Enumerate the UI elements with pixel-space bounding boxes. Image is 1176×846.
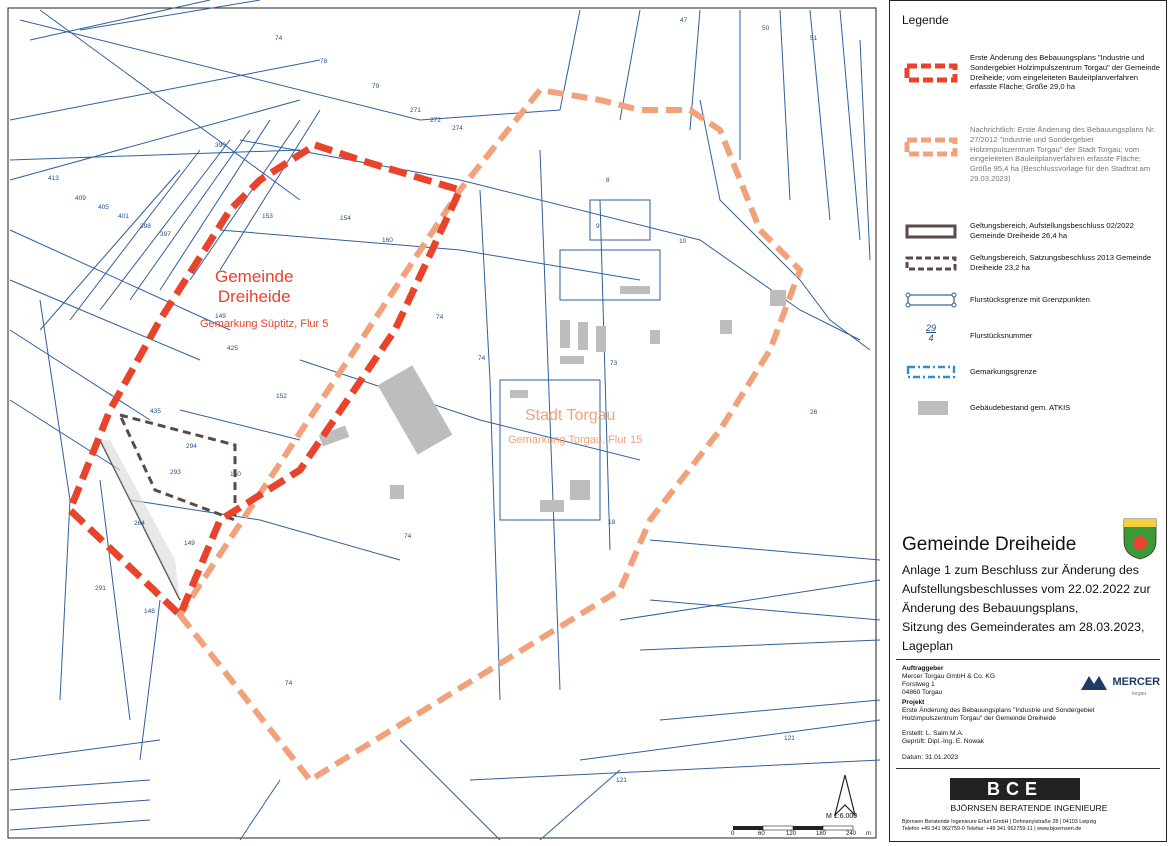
legend-item-2022 [900,221,1160,247]
legend-text-gebaeude: Gebäudebestand gem. ATKIS [970,403,1071,412]
svg-text:153: 153 [262,213,273,220]
projekt-block [902,699,1142,723]
svg-text:405: 405 [98,204,109,211]
footer [902,819,1162,833]
legend-title: Legende [902,13,949,27]
label-gemarkung-torgau: Gemarkung Torgau, Flur 15 [508,434,643,446]
svg-text:264: 264 [134,520,145,527]
svg-text:397: 397 [160,231,171,238]
red-dashed-symbol [904,63,958,83]
erstellt-text: Erstellt: L. Salm M.A. [902,730,964,737]
svg-text:390: 390 [215,142,226,149]
svg-text:78: 78 [320,58,328,65]
legend-item-dreiheide [900,53,1160,113]
mercer-logo-icon [1080,673,1108,691]
mercer-logo-sub: torgau [1132,691,1147,698]
legend-item-gemarkungsgrenze [900,363,1160,381]
scale-bar [733,826,853,830]
subtitle-line-3: Änderung des Bebauungsplans, [902,601,1079,615]
legend-text-flurstuecksgrenze: Flurstücksgrenze mit Grenzpunkten [970,295,1090,304]
svg-text:9: 9 [596,223,600,230]
svg-text:274: 274 [452,125,463,132]
svg-text:271: 271 [410,107,421,114]
svg-text:398: 398 [140,223,151,230]
label-gemarkung-suptitz: Gemarkung Süptitz, Flur 5 [200,318,329,330]
bce-logo: BCE [950,778,1080,800]
svg-text:425: 425 [227,345,238,352]
svg-text:50: 50 [762,25,770,32]
subtitle-line-5: Lageplan [902,639,953,653]
scale-tick-60: 60 [758,831,765,837]
svg-text:26: 26 [810,409,818,416]
legend-panel [889,0,1167,842]
legend-text-flurstuecksnummer: Flurstücksnummer [970,331,1033,340]
mercer-logo-text: MERCER [1112,676,1161,688]
scale-tick-0: 0 [731,831,735,837]
svg-text:18: 18 [608,519,616,526]
geprueft-text: Geprüft: Dipl.-Ing. E. Nowak [902,738,985,745]
subtitle-line-2: Aufstellungsbeschlusses vom 22.02.2022 zur [902,582,1151,596]
footer-line-1: Björnsen Beratende Ingenieure Erfurt GmbH | Dohnanyistraße 28 | 04103 Leipzig [902,819,1097,825]
svg-text:152: 152 [276,393,287,400]
legend-main-title: Gemeinde Dreiheide [902,534,1077,555]
svg-text:291: 291 [95,585,106,592]
legend-text-2013: Geltungsbereich, Satzungsbeschluss 2013 Gemeinde Dreiheide 23,2 ha [970,253,1152,272]
legend-text-gemarkungsgrenze: Gemarkungsgrenze [970,367,1037,376]
legend-subtitle [902,561,1162,656]
svg-text:74: 74 [275,35,283,42]
legend-item-flurstuecksnummer [900,323,1160,349]
svg-text:272: 272 [430,117,441,124]
svg-text:409: 409 [75,195,86,202]
divider [896,659,1160,660]
svg-text:294: 294 [186,443,197,450]
erstellt-block [902,730,1142,746]
svg-text:73: 73 [610,360,618,367]
legend-item-gebaeude [900,399,1160,417]
label-gemeinde-line2: Dreiheide [217,287,291,306]
svg-text:121: 121 [616,777,627,784]
svg-text:401: 401 [118,213,129,220]
legend-text-2022: Geltungsbereich, Aufstellungsbeschluss 02/2022 Gemeinde Dreiheide 26,4 ha [970,221,1134,240]
subtitle-line-1: Anlage 1 zum Beschluss zur Änderung des [902,563,1139,577]
parcel-number-sample [904,323,958,343]
svg-text:121: 121 [784,735,795,742]
svg-text:293: 293 [170,469,181,476]
scale-label: M 1:6.000 [826,813,858,820]
label-gemeinde-line1: Gemeinde [215,267,294,286]
scale-tick-120: 120 [786,831,797,837]
svg-text:154: 154 [340,215,351,222]
bce-name: BJÖRNSEN BERATENDE INGENIEURE [950,803,1108,813]
auftraggeber-line-2: Forstweg 1 [902,681,935,688]
legend-item-flurstuecksgrenze [900,291,1160,309]
svg-text:51: 51 [810,35,818,42]
auftraggeber-line-3: 04860 Torgau [902,689,943,696]
scale-tick-180: 180 [816,831,827,837]
svg-text:10: 10 [679,238,687,245]
svg-text:47: 47 [680,17,688,24]
svg-text:160: 160 [382,237,393,244]
solid-box-symbol [904,223,958,241]
svg-text:435: 435 [150,408,161,415]
legend-text-dreiheide: Erste Änderung des Bebauungsplans "Industrie und Sondergebiet Holzimpulszentrum Torgau" der Gemeinde Dreiheide; vom eingeleiteten Bauleitplanverfahren erfasste Fläche; Größe 29,0 ha [970,53,1160,92]
scale-tick-240: 240 [846,831,857,837]
parcel-sample-top: 29 [925,323,936,333]
legend-text-torgau: Nachrichtlich: Erste Änderung des Bebauungsplans Nr. 27/2012 "Industrie und Sondergebiet Holzimpulszentrum Torgau" der Stadt Torgau; vom eingeleiteten Bauleitplanverfahren erfasste Fläche; Größe 95,4 ha (Beschlussvorlage für den Stadtrat am 29.03.2023) [970,125,1156,183]
parcel-sample-bottom: 4 [928,333,934,343]
legend-item-torgau [900,125,1160,205]
auftraggeber-label: Auftraggeber [902,665,944,672]
auftraggeber-line-1: Mercer Torgau GmbH & Co. KG [902,673,995,680]
svg-text:149: 149 [215,313,226,320]
dark-dashed-symbol [904,255,958,273]
divider [896,768,1160,769]
label-stadt-torgau: Stadt Torgau [525,407,616,424]
district-boundary-symbol [904,363,958,381]
projekt-label: Projekt [902,699,925,706]
svg-text:148: 148 [144,608,155,615]
svg-text:74: 74 [436,314,444,321]
parcel-boundary-symbol [904,291,958,309]
svg-text:79: 79 [372,83,380,90]
mercer-logo [1080,673,1160,697]
scale-unit: m [866,831,871,837]
svg-text:74: 74 [404,533,412,540]
coat-of-arms-icon [1122,517,1158,561]
legend-item-2013 [900,253,1160,279]
svg-text:149: 149 [184,540,195,547]
building-symbol [904,399,958,417]
svg-text:150: 150 [230,471,241,478]
datum-text: Datum: 31.01.2023 [902,754,959,761]
svg-text:74: 74 [478,355,486,362]
footer-line-2: Telefon +49 341 962759-0 Telefax: +49 341 962759-11 | www.bjoernsen.de [902,826,1082,832]
projekt-text: Erste Änderung des Bebauungsplans "Industrie und Sondergebiet Holzimpulszentrum Torgau" der Gemeinde Dreiheide [902,707,1095,722]
subtitle-line-4: Sitzung des Gemeinderates am 28.03.2023, [902,620,1145,634]
svg-text:74: 74 [285,680,293,687]
svg-text:8: 8 [606,177,610,184]
svg-text:413: 413 [48,175,59,182]
label-gemeinde [215,267,293,307]
orange-dashed-symbol [904,137,958,157]
